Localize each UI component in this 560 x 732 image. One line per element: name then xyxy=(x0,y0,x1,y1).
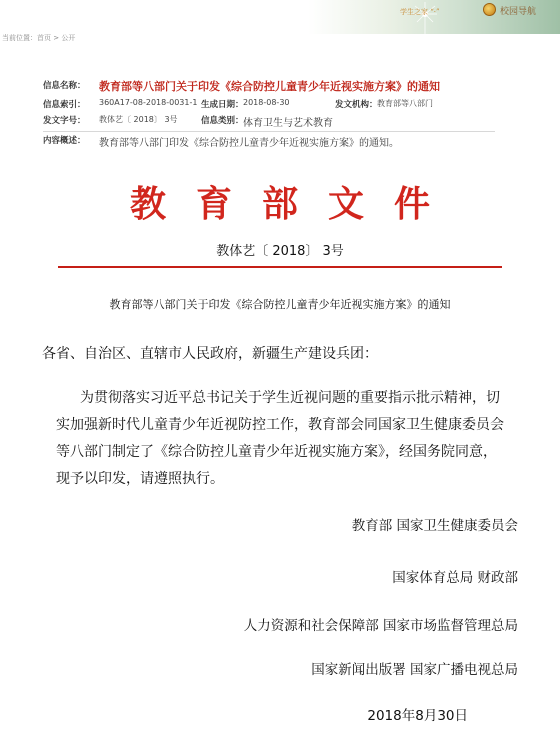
signatory-line: 人力资源和社会保障部 国家市场监督管理总局 xyxy=(243,618,518,634)
info-index-label: 信息索引： xyxy=(43,100,86,110)
body-line: 实加强新时代儿童青少年近视防控工作，教育部会同国家卫生健康委员会 xyxy=(56,417,504,433)
info-name-value: 教育部等八部门关于印发《综合防控儿童青少年近视实施方案》的通知 xyxy=(99,80,440,93)
body-line: 等八部门制定了《综合防控儿童青少年近视实施方案》，经国务院同意， xyxy=(56,444,497,460)
document-date: 2018年8月30日 xyxy=(367,708,468,724)
signatory-line: 国家新闻出版署 国家广播电视总局 xyxy=(311,662,518,678)
signatory-line: 教育部 国家卫生健康委员会 xyxy=(351,518,518,534)
body-line: 现予以印发，请遵照执行。 xyxy=(56,471,224,487)
notice-body xyxy=(56,385,514,493)
date-label: 生成日期： xyxy=(201,100,244,110)
official-document-header: 教育部文件 xyxy=(129,183,460,225)
issuer-label: 发文机构： xyxy=(335,100,378,110)
body-line: 为贯彻落实习近平总书记关于学生近视问题的重要指示批示精神，切 xyxy=(80,390,500,406)
breadcrumb[interactable]: 当前位置：首页 > 公开 xyxy=(2,34,76,42)
metadata-divider xyxy=(43,131,495,132)
docno-value: 教体艺〔 2018〕 3号 xyxy=(99,115,178,124)
date-value: 2018-08-30 xyxy=(243,98,290,107)
site-nav-link[interactable]: 校园导航 xyxy=(500,7,537,17)
notice-title: 教育部等八部门关于印发《综合防控儿童青少年近视实施方案》的通知 xyxy=(109,298,451,311)
school-emblem-icon xyxy=(483,3,496,16)
info-name-label: 信息名称： xyxy=(43,81,86,91)
red-divider xyxy=(58,266,502,268)
info-index-value: 360A17-08-2018-0031-1 xyxy=(99,98,198,107)
site-motto: 学生之家 “·” xyxy=(400,8,440,16)
document-number: 教体艺〔 2018〕 3号 xyxy=(216,244,344,259)
site-header-banner xyxy=(0,0,560,34)
dandelion-icon xyxy=(405,0,445,34)
docno-label: 发文字号： xyxy=(43,116,86,126)
signatory-line: 国家体育总局 财政部 xyxy=(392,570,518,586)
summary-value: 教育部等八部门印发《综合防控儿童青少年近视实施方案》的通知。 xyxy=(99,138,399,149)
salutation: 各省、自治区、直辖市人民政府，新疆生产建设兵团： xyxy=(42,346,378,362)
category-label: 信息类别： xyxy=(201,116,244,126)
category-value: 体育卫生与艺术教育 xyxy=(243,118,333,129)
summary-label: 内容概述： xyxy=(43,136,86,146)
issuer-value: 教育部等八部门 xyxy=(377,99,433,108)
